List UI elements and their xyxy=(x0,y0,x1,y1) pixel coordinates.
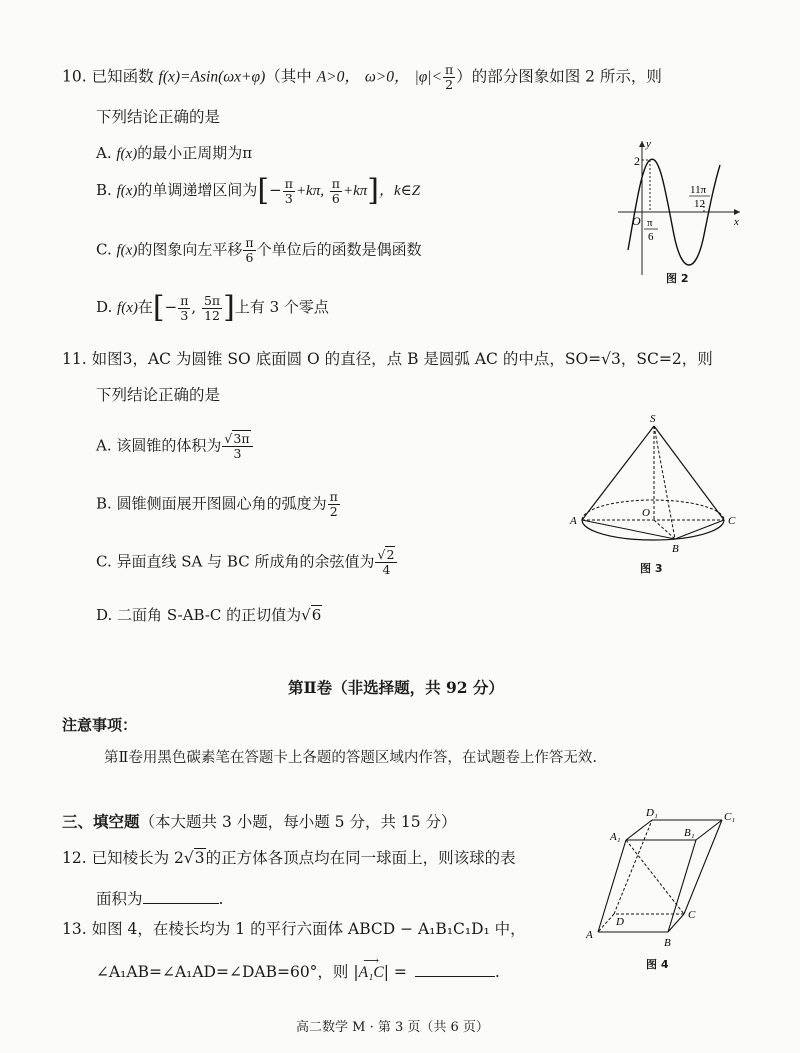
figure-4-parallelepiped xyxy=(584,806,744,954)
part2-title: 第Ⅱ卷（非选择题，共 92 分） xyxy=(288,678,504,697)
segment-SB xyxy=(654,426,675,539)
q11-stem-line2: 下列结论正确的是 xyxy=(96,386,221,404)
notice-text: 第Ⅱ卷用黑色碳素笔在答题卡上各题的答题区域内作答，在试题卷上作答无效. xyxy=(104,750,597,766)
y-axis-arrow xyxy=(639,141,645,147)
q11-stem-line1: 11. 如图3，AC 为圆锥 SO 底面圆 O 的直径，点 B 是圆弧 AC 的中点，SO=√3，SC=2，则 xyxy=(62,350,713,368)
section3-header: 三、填空题（本大题共 3 小题，每小题 5 分，共 15 分） xyxy=(62,812,457,831)
slant-left xyxy=(582,426,654,520)
label-S: S xyxy=(650,413,656,425)
figure-4-caption: 图 4 xyxy=(646,958,669,971)
slant-right xyxy=(654,426,724,520)
page-footer: 高二数学 M · 第 3 页（共 6 页） xyxy=(296,1020,489,1035)
figure-2-sine-graph xyxy=(610,135,750,290)
svg-text:A₁: A₁ xyxy=(610,831,621,843)
tick-pi-den: 6 xyxy=(648,231,654,243)
label-O: O xyxy=(642,507,650,519)
q12-line1: 12. 已知棱长为 2√3的正方体各顶点均在同一球面上，则该球的表 xyxy=(62,849,516,867)
label-B: B xyxy=(672,543,679,555)
svg-text:C: C xyxy=(688,909,696,921)
svg-text:A: A xyxy=(586,929,593,941)
q11-option-d: D. 二面角 S-AB-C 的正切值为√6 xyxy=(96,606,322,624)
q10-stem-line1: 10. 已知函数 f(x)=Asin(ωx+φ)（其中 A>0， ω>0， |φ|< $\frac{\pi}{2}$ ）的部分图象如图 2 所示，则 xyxy=(62,62,662,92)
amp-label: 2 xyxy=(634,154,640,168)
svg-text:B: B xyxy=(664,937,671,949)
base-back-arc xyxy=(582,500,724,520)
segment-OB xyxy=(654,520,675,539)
q10-pi-half-fraction: $\frac{\pi}{2}$ xyxy=(445,62,454,92)
origin-label: O xyxy=(632,214,641,228)
figure-2-caption: 图 2 xyxy=(666,272,689,285)
label-C: C xyxy=(728,515,736,527)
q12-line2: 面积为 . xyxy=(96,887,223,908)
q10-option-d: D. f(x)在[− $\frac{\pi}{3}$ , $\frac{5\pi}{12}$ ]上有 3 个零点 xyxy=(96,290,329,325)
q13-answer-blank[interactable] xyxy=(415,960,495,977)
vector-A1C: ⟶ A₁C xyxy=(358,955,384,981)
q11-option-a: A. 该圆锥的体积为 $\frac{√3\pi}{3}$ xyxy=(96,432,254,461)
y-label: y xyxy=(646,138,651,150)
svg-text:D₁: D₁ xyxy=(646,807,658,819)
svg-text:B₁: B₁ xyxy=(684,827,695,839)
tick2-den: 12 xyxy=(694,198,705,210)
figure-3-caption: 图 3 xyxy=(640,562,663,575)
vector-arrow-icon: ⟶ xyxy=(363,955,380,967)
q10-option-a: A. f(x)的最小正周期为π xyxy=(96,144,253,162)
x-label: x xyxy=(734,216,739,228)
segment-AB xyxy=(582,520,675,539)
q11-option-b: B. 圆锥侧面展开图圆心角的弧度为 $\frac{\pi}{2}$ xyxy=(96,489,338,519)
base-front-arc xyxy=(582,520,724,540)
q11-option-c: C. 异面直线 SA 与 BC 所成角的余弦值为 $\frac{√2}{4}$ xyxy=(96,548,398,577)
q12-answer-blank[interactable] xyxy=(143,887,219,904)
svg-text:D: D xyxy=(616,916,624,928)
q13-line1: 13. 如图 4，在棱长均为 1 的平行六面体 ABCD − A₁B₁C₁D₁ 中， xyxy=(62,920,526,938)
svg-text:C₁: C₁ xyxy=(724,811,736,823)
tick2-num: 11π xyxy=(690,184,707,196)
tick-pi-num: π xyxy=(647,217,653,229)
q10-option-c: C. f(x)的图象向左平移 $\frac{\pi}{6}$ 个单位后的函数是偶函数 xyxy=(96,235,422,265)
figure-3-cone xyxy=(568,412,748,562)
notice-title: 注意事项： xyxy=(62,716,138,734)
label-A: A xyxy=(570,515,577,527)
q10-stem-line2: 下列结论正确的是 xyxy=(96,108,221,126)
x-axis-arrow xyxy=(734,209,740,215)
q13-line2: ∠A₁AB=∠A₁AD=∠DAB=60°，则 | ⟶ A₁C| = . xyxy=(96,955,500,981)
q10-option-b: B. f(x)的单调递增区间为[− $\frac{\pi}{3}$ +kπ, $\frac{\pi}{6}$ +kπ]，k∈Z xyxy=(96,173,421,208)
